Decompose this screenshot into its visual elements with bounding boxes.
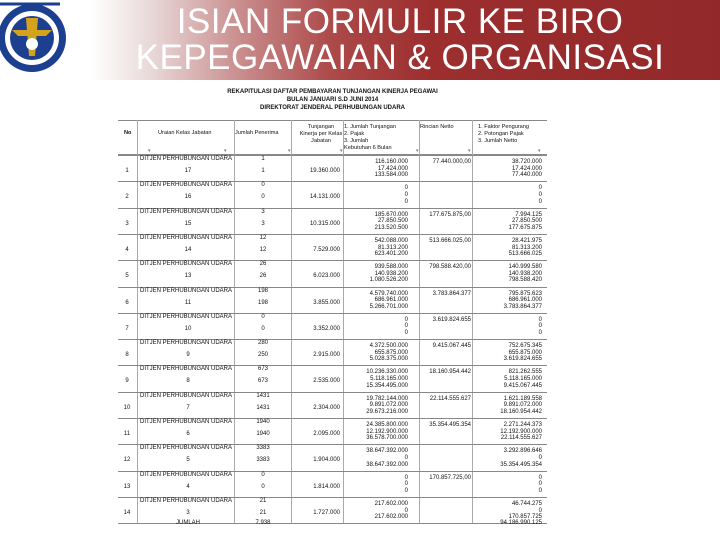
unit-count: 26 [259, 261, 267, 268]
ministry-emblem-icon [0, 0, 90, 80]
row-no: 5 [125, 273, 129, 280]
row-tunjangan: 6.023.000 [313, 273, 340, 280]
row-rincian: 3.783.864.377 [432, 290, 471, 297]
row-no: 11 [123, 431, 131, 437]
row-kelas: 4 [186, 483, 190, 490]
row-rincian: 798.588.420,00 [429, 264, 471, 271]
unit-label: DITJEN PERHUBUNGAN UDARA [140, 366, 233, 373]
unit-label: DITJEN PERHUBUNGAN UDARA [140, 182, 233, 189]
col-penerima-header: Jumlah Penerima [235, 130, 279, 136]
row-faktor-value: 2.271.244.373 [503, 422, 542, 428]
row-faktor-value: 3.619.824.655 [503, 356, 542, 363]
row-penerima: 26 [259, 273, 267, 280]
row-faktor-value: 28.421.975 [511, 237, 542, 244]
total-penerima: 7.938 [255, 520, 271, 526]
row-jumlah-value: 133.584.000 [374, 172, 408, 179]
col-tunjangan-header [292, 124, 350, 145]
row-rincian: 3.619.824.655 [432, 316, 471, 323]
row-no: 6 [125, 299, 129, 306]
unit-label: DITJEN PERHUBUNGAN UDARA [140, 261, 233, 268]
row-rincian: 177.675.875,00 [429, 211, 471, 218]
title-line-2: KEPEGAWAIAN & ORGANISASI [135, 38, 665, 77]
unit-count: 280 [257, 340, 268, 347]
col-kelas-header: Uraian Kelas Jabatan [158, 130, 212, 136]
row-jumlah-value: 12.192.900.000 [366, 428, 408, 435]
unit-count: 12 [259, 234, 267, 241]
col-rincian-header: Rincian Netto [420, 124, 454, 130]
row-faktor-value: 177.675.875 [508, 224, 542, 231]
row-jumlah-value: 4.579.740.000 [369, 290, 408, 297]
row-jumlah-value: 116.160.000 [375, 159, 408, 165]
unit-count: 1940 [256, 419, 270, 425]
row-jumlah-value: 1.080.526.200 [369, 277, 408, 284]
row-faktor-value: 140.999.580 [508, 264, 542, 271]
row-faktor-value: 0 [538, 487, 542, 494]
unit-count: 0 [261, 471, 265, 478]
row-faktor-value: 9.891.072.000 [503, 402, 542, 409]
row-no: 12 [123, 457, 131, 464]
row-no: 2 [125, 194, 129, 201]
row-jumlah-value: 0 [404, 185, 408, 192]
row-jumlah-value: 542.088.000 [374, 237, 408, 244]
row-penerima: 0 [261, 325, 265, 332]
row-no: 8 [125, 352, 129, 359]
row-tunjangan: 14.131.000 [309, 194, 340, 201]
row-jumlah-value: 0 [404, 323, 408, 330]
row-no: 10 [123, 404, 131, 411]
row-jumlah-value: 10.236.330.000 [366, 369, 408, 376]
row-penerima: 250 [257, 352, 268, 359]
row-faktor-value: 77.440.000 [511, 172, 542, 179]
row-jumlah-value: 623.401.200 [374, 251, 408, 258]
row-jumlah-value: 0 [404, 487, 408, 494]
row-jumlah-value: 9.891.072.000 [369, 402, 408, 409]
row-kelas: 11 [184, 299, 192, 306]
row-jumlah-value: 140.938.200 [374, 270, 408, 277]
col-jumlah-header [344, 124, 396, 152]
row-no: 4 [125, 246, 129, 253]
row-faktor-value: 22.114.555.627 [500, 435, 542, 442]
row-kelas: 9 [186, 352, 190, 359]
unit-label: DITJEN PERHUBUNGAN UDARA [140, 208, 233, 215]
unit-label: DITJEN PERHUBUNGAN UDARA [140, 287, 233, 294]
row-rincian: 18.160.954.442 [429, 369, 471, 376]
row-rincian: 513.666.025,00 [429, 237, 471, 244]
row-faktor-value: 38.720.000 [511, 159, 542, 165]
filter-dropdown-icon[interactable]: ▾ [288, 148, 291, 154]
unit-count: 0 [261, 182, 265, 189]
unit-label: DITJEN PERHUBUNGAN UDARA [140, 497, 233, 504]
row-no: 14 [123, 509, 131, 516]
row-faktor-value: 0 [538, 474, 542, 481]
row-jumlah-value: 15.354.495.000 [366, 382, 408, 389]
slide-title [95, 4, 705, 76]
row-faktor-value: 0 [538, 323, 542, 330]
row-faktor-value: 0 [538, 191, 542, 198]
filter-dropdown-icon[interactable]: ▾ [538, 148, 541, 154]
row-faktor-value: 46.744.275 [511, 500, 542, 507]
row-kelas: 15 [184, 220, 192, 227]
row-faktor-value: 655.875.000 [508, 349, 542, 356]
row-penerima: 1431 [256, 404, 270, 411]
faktor-line: 2. Potongan Pajak [478, 131, 524, 137]
unit-label: DITJEN PERHUBUNGAN UDARA [140, 392, 233, 399]
row-penerima: 12 [259, 246, 267, 253]
row-jumlah-value: 0 [404, 316, 408, 323]
row-tunjangan: 2.535.000 [313, 378, 340, 385]
row-jumlah-value: 38.647.392.000 [366, 448, 408, 455]
row-tunjangan: 3.855.000 [313, 299, 340, 306]
row-jumlah-value: 36.578.700.000 [366, 435, 408, 442]
row-faktor-value: 7.994.125 [515, 211, 542, 218]
row-faktor-value: 1.621.189.558 [503, 395, 542, 402]
tunjangan-line: Kinerja per Kelas [299, 131, 343, 137]
row-faktor-value: 752.675.345 [508, 343, 542, 350]
row-jumlah-value: 185.670.000 [374, 211, 408, 218]
jumlah-line: Kebutuhan 6 Bulan [344, 145, 392, 151]
col-faktor-header [478, 124, 529, 145]
row-kelas: 13 [184, 273, 192, 280]
row-penerima: 3383 [256, 457, 270, 464]
row-jumlah-value: 24.385.800.000 [366, 422, 408, 428]
row-no: 3 [125, 220, 129, 227]
row-tunjangan: 2.915.000 [313, 352, 340, 359]
row-jumlah-value: 0 [404, 330, 408, 336]
row-no: 1 [125, 168, 129, 174]
row-penerima: 21 [259, 509, 267, 516]
row-kelas: 3 [186, 509, 190, 516]
row-jumlah-value: 0 [404, 191, 408, 198]
unit-count: 3383 [256, 445, 270, 452]
row-faktor-value: 686.961.000 [508, 297, 542, 304]
row-jumlah-value: 0 [404, 481, 408, 488]
row-kelas: 16 [184, 194, 192, 201]
row-tunjangan: 10.315.000 [309, 220, 340, 227]
row-faktor-value: 0 [538, 198, 542, 205]
unit-count: 0 [261, 313, 265, 320]
row-faktor-value: 0 [538, 507, 542, 514]
row-faktor-value: 9.415.067.445 [503, 382, 542, 389]
row-rincian: 9.415.067.445 [432, 343, 471, 350]
row-tunjangan: 2.095.000 [313, 431, 340, 437]
unit-label: DITJEN PERHUBUNGAN UDARA [140, 471, 233, 478]
row-rincian: 22.114.555.627 [429, 395, 471, 402]
row-faktor-value: 12.192.900.000 [500, 428, 542, 435]
unit-label: DITJEN PERHUBUNGAN UDARA [140, 234, 233, 241]
report-sheet [118, 86, 547, 530]
row-kelas: 8 [186, 378, 190, 385]
unit-label: DITJEN PERHUBUNGAN UDARA [140, 156, 233, 162]
row-kelas: 7 [186, 404, 190, 411]
row-faktor-value: 140.938.200 [508, 270, 542, 277]
row-kelas: 5 [186, 457, 190, 464]
unit-count: 673 [257, 366, 268, 373]
tunjangan-line: Jabatan [311, 138, 331, 144]
row-faktor-value: 35.354.495.354 [500, 461, 542, 468]
row-faktor-value: 3.783.864.377 [503, 303, 542, 310]
unit-count: 21 [259, 497, 267, 504]
faktor-line: 3. Jumlah Netto [478, 138, 518, 144]
row-tunjangan: 7.529.000 [313, 246, 340, 253]
filter-dropdown-icon[interactable]: ▾ [468, 148, 471, 154]
unit-count: 1431 [256, 392, 270, 399]
slide-header [0, 0, 720, 80]
row-faktor-value: 821.262.555 [508, 369, 542, 376]
row-jumlah-value: 686.961.000 [374, 297, 408, 304]
faktor-line: 1. Faktor Pengurang [478, 124, 529, 130]
row-jumlah-value: 19.782.144.000 [366, 395, 408, 402]
row-rincian: 35.354.495.354 [429, 422, 471, 428]
title-line-1: ISIAN FORMULIR KE BIRO [176, 2, 624, 41]
report-heading-3: DIREKTORAT JENDERAL PERHUBUNGAN UDARA [259, 105, 405, 111]
row-faktor-value: 0 [538, 454, 542, 461]
row-faktor-value: 3.292.896.646 [503, 448, 542, 455]
row-jumlah-value: 939.588.000 [374, 264, 408, 271]
row-jumlah-value: 81.313.200 [377, 244, 408, 251]
row-jumlah-value: 213.520.500 [374, 224, 408, 231]
row-kelas: 17 [184, 168, 192, 174]
unit-label: DITJEN PERHUBUNGAN UDARA [140, 313, 233, 320]
total-label: JUMLAH [176, 520, 201, 526]
row-tunjangan: 19.360.000 [309, 168, 340, 174]
row-no: 7 [125, 325, 129, 332]
row-jumlah-value: 217.602.000 [374, 514, 408, 521]
row-tunjangan: 1.904.000 [313, 457, 340, 464]
row-tunjangan: 1.727.000 [313, 509, 340, 516]
row-jumlah-value: 0 [404, 507, 408, 514]
row-jumlah-value: 0 [404, 454, 408, 461]
row-penerima: 0 [261, 483, 265, 490]
row-faktor-value: 0 [538, 330, 542, 336]
report-heading-1: REKAPITULASI DAFTAR PEMBAYARAN TUNJANGAN KINERJA PEGAWAI [227, 89, 438, 95]
row-jumlah-value: 5.118.165.000 [370, 376, 408, 382]
row-tunjangan: 2.304.000 [313, 404, 340, 411]
row-kelas: 6 [186, 431, 190, 437]
row-jumlah-value: 0 [404, 198, 408, 205]
row-jumlah-value: 5.266.701.000 [369, 303, 408, 310]
row-jumlah-value: 29.673.216.000 [366, 408, 408, 415]
filter-dropdown-icon[interactable]: ▾ [340, 148, 343, 154]
row-penerima: 1 [261, 168, 265, 174]
row-no: 9 [125, 378, 129, 385]
row-jumlah-value: 38.647.392.000 [366, 461, 408, 468]
row-penerima: 1940 [256, 431, 270, 437]
row-jumlah-value: 5.028.375.000 [369, 356, 408, 363]
row-penerima: 0 [261, 194, 265, 201]
jumlah-line: 1. Jumlah Tunjangan [344, 124, 396, 130]
unit-count: 3 [261, 208, 265, 215]
unit-label: DITJEN PERHUBUNGAN UDARA [140, 419, 233, 425]
row-faktor-value: 513.666.025 [508, 251, 542, 258]
row-faktor-value: 798.588.420 [508, 277, 542, 284]
row-faktor-value: 81.313.200 [511, 244, 542, 251]
row-faktor-value: 5.118.165.000 [504, 376, 542, 382]
report-heading-2: BULAN JANUARI S.D JUNI 2014 [286, 97, 379, 103]
row-jumlah-value: 27.850.500 [377, 218, 408, 225]
row-penerima: 198 [257, 299, 268, 306]
jumlah-line: 2. Pajak [344, 131, 365, 137]
row-tunjangan: 1.814.000 [313, 483, 340, 490]
row-kelas: 14 [184, 246, 192, 253]
col-no-header: No [124, 130, 132, 136]
row-jumlah-value: 217.602.000 [374, 500, 408, 507]
total-netto: 94.186.990.125 [500, 520, 542, 526]
row-faktor-value: 18.160.954.442 [500, 408, 542, 415]
row-rincian: 170.857.725,00 [429, 474, 471, 481]
row-faktor-value: 27.850.500 [511, 218, 542, 225]
unit-label: DITJEN PERHUBUNGAN UDARA [140, 445, 233, 452]
row-faktor-value: 170.857.725 [508, 514, 542, 521]
unit-count: 1 [261, 156, 265, 162]
row-faktor-value: 795.875.623 [508, 290, 542, 297]
jumlah-line: 3. Jumlah [344, 138, 369, 144]
row-jumlah-value: 4.372.500.000 [369, 343, 408, 350]
row-jumlah-value: 17.424.000 [377, 165, 408, 172]
row-kelas: 10 [184, 325, 192, 332]
unit-label: DITJEN PERHUBUNGAN UDARA [140, 340, 233, 347]
row-tunjangan: 3.352.000 [313, 325, 340, 332]
row-jumlah-value: 0 [404, 474, 408, 481]
row-faktor-value: 17.424.000 [511, 165, 542, 172]
row-faktor-value: 0 [538, 316, 542, 323]
tunjangan-line: Tunjangan [307, 124, 335, 130]
row-no: 13 [123, 483, 131, 490]
filter-dropdown-icon[interactable]: ▾ [148, 148, 151, 154]
row-penerima: 673 [257, 378, 268, 385]
row-rincian: 77.440.000,00 [432, 159, 471, 165]
unit-count: 198 [257, 287, 268, 294]
row-faktor-value: 0 [538, 481, 542, 488]
filter-dropdown-icon[interactable]: ▾ [224, 148, 227, 154]
row-faktor-value: 0 [538, 185, 542, 192]
table-rule [118, 120, 547, 121]
row-penerima: 3 [261, 220, 265, 227]
row-jumlah-value: 655.875.000 [374, 349, 408, 356]
filter-dropdown-icon[interactable]: ▾ [416, 148, 419, 154]
